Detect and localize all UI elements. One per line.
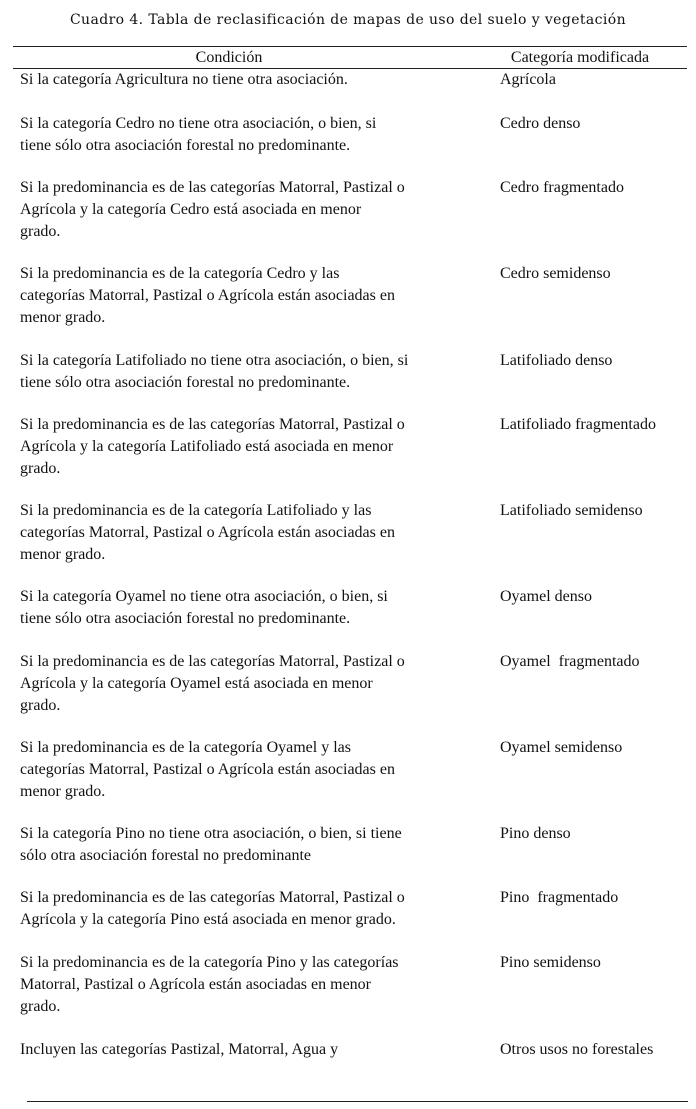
condition-cell: Si la categoría Cedro no tiene otra asociación, o bien, si tiene sólo otra asociación forestal no predominante.	[20, 115, 377, 154]
condition-cell: Si la categoría Agricultura no tiene otra asociación.	[20, 71, 348, 88]
category-cell: Pino fragmentado	[500, 889, 619, 906]
category-cell: Oyamel fragmentado	[500, 653, 640, 670]
condition-cell: Si la predominancia es de la categoría Latifoliado y las categorías Matorral, Pastizal o Agrícola están asociadas en menor grado.	[20, 502, 395, 563]
category-cell: Latifoliado semidenso	[500, 502, 643, 519]
category-cell: Cedro denso	[500, 115, 581, 132]
table-caption: Cuadro 4. Tabla de reclasificación de mapas de uso del suelo y vegetación	[69, 12, 627, 28]
category-cell: Cedro fragmentado	[500, 179, 624, 196]
condition-cell: Si la predominancia es de la categoría Cedro y las categorías Matorral, Pastizal o Agrícola están asociadas en menor grado.	[20, 265, 395, 326]
category-cell: Oyamel semidenso	[500, 739, 623, 756]
table-bottom-rule	[27, 1101, 688, 1102]
condition-cell: Si la predominancia es de las categorías Matorral, Pastizal o Agrícola y la categoría Latifoliado está asociada en menor grado.	[20, 416, 405, 477]
condition-cell: Si la predominancia es de las categorías Matorral, Pastizal o Agrícola y la categoría Cedro está asociada en menor grado.	[20, 179, 405, 240]
category-cell: Cedro semidenso	[500, 265, 611, 282]
condition-cell: Si la predominancia es de la categoría Pino y las categorías Matorral, Pastizal o Agrícola están asociadas en menor grado.	[20, 954, 399, 1015]
category-cell: Latifoliado denso	[500, 352, 613, 369]
condition-cell: Si la predominancia es de las categorías Matorral, Pastizal o Agrícola y la categoría Oyamel está asociada en menor grado.	[20, 653, 405, 714]
condition-cell: Si la categoría Pino no tiene otra asociación, o bien, si tiene sólo otra asociación forestal no predominante	[20, 825, 402, 864]
condition-cell: Incluyen las categorías Pastizal, Matorral, Agua y	[20, 1041, 339, 1058]
condition-cell: Si la predominancia es de las categorías Matorral, Pastizal o Agrícola y la categoría Pino está asociada en menor grado.	[20, 889, 405, 928]
condition-cell: Si la predominancia es de la categoría Oyamel y las categorías Matorral, Pastizal o Agrícola están asociadas en menor grado.	[20, 739, 395, 800]
category-cell: Otros usos no forestales	[500, 1041, 654, 1058]
category-cell: Agrícola	[500, 71, 556, 88]
header-condition: Condición	[195, 49, 263, 66]
header-category: Categoría modificada	[510, 49, 650, 66]
condition-cell: Si la categoría Oyamel no tiene otra asociación, o bien, si tiene sólo otra asociación forestal no predominante.	[20, 588, 388, 627]
category-cell: Oyamel denso	[500, 588, 592, 605]
category-cell: Pino semidenso	[500, 954, 601, 971]
category-cell: Pino denso	[500, 825, 571, 842]
category-cell: Latifoliado fragmentado	[500, 416, 656, 433]
table-top-rule	[13, 46, 687, 47]
condition-cell: Si la categoría Latifoliado no tiene otra asociación, o bien, si tiene sólo otra asociación forestal no predominante.	[20, 352, 409, 391]
